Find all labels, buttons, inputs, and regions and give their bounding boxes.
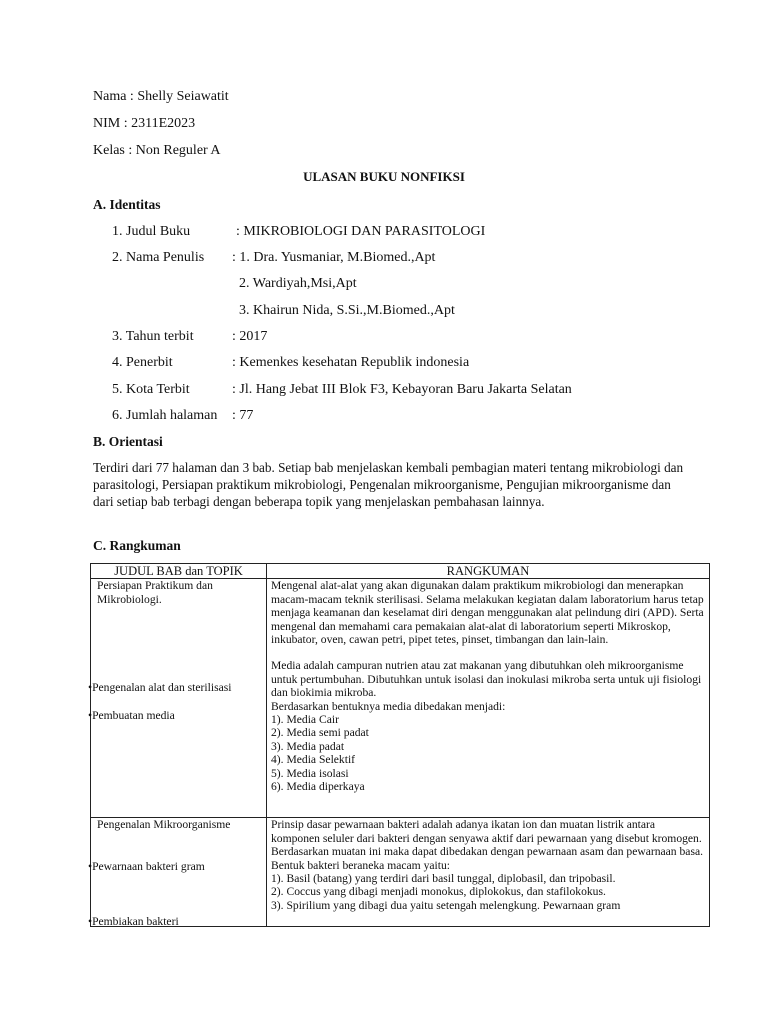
student-name: Nama : Shelly Seiawatit <box>93 89 229 104</box>
identity-value: : MIKROBIOLOGI DAN PARASITOLOGI <box>236 224 486 239</box>
identity-value: : Jl. Hang Jebat III Blok F3, Kebayoran Baru Jakarta Selatan <box>232 382 572 397</box>
identity-label: 5. Kota Terbit <box>112 382 190 397</box>
page-title: ULASAN BUKU NONFIKSI <box>303 169 465 184</box>
table-row <box>91 579 710 818</box>
list-item: 4). Media Selektif <box>271 753 356 767</box>
list-item: 1). Basil (batang) yang terdiri dari basil tunggal, diplobasil, dan tripobasil. <box>271 872 616 886</box>
topic-bullet: • Pembuatan media <box>88 709 175 722</box>
summary-cell <box>267 579 710 818</box>
section-c-heading: C. Rangkuman <box>93 538 181 553</box>
summary-paragraph: Berdasarkan bentuknya media dibedakan menjadi: <box>271 699 506 713</box>
identity-label: 3. Tahun terbit <box>112 329 194 344</box>
topic-bullet: • Pengenalan alat dan sterilisasi <box>88 681 231 694</box>
summary-paragraph: Mengenal alat-alat yang akan digunakan dalam praktikum mikrobiologi dan menerapkan macam-macam teknik sterilisasi. Selama melakukan kegiatan dalam laboratorium harus tetap menjaga keamanan dan keselamat diri dengan menggunakan alat pelindung diri (APD). Serta mengenal dan memahami cara pemakaian alat-alat di laboratorium seperti Mikroskop, inkubator, oven, cawan petri, pipet tetes, pinset, timbangan dan lain-lain. <box>271 579 704 647</box>
student-class: Kelas : Non Reguler A <box>93 143 221 158</box>
list-item: 6). Media diperkaya <box>271 780 365 794</box>
list-item: 2). Coccus yang dibagi menjadi monokus, diplokokus, dan stafilokokus. <box>271 885 606 899</box>
list-item: 3). Spirilium yang dibagi dua yaitu setengah melengkung. Pewarnaan gram <box>271 898 621 912</box>
identity-label: 2. Nama Penulis <box>112 250 205 265</box>
identity-label: 1. Judul Buku <box>112 224 191 239</box>
identity-label: 4. Penerbit <box>112 355 173 370</box>
identity-label: 6. Jumlah halaman <box>112 408 218 423</box>
list-item: 5). Media isolasi <box>271 766 349 780</box>
topic-bullet: • Pembiakan bakteri <box>88 915 179 928</box>
list-item: 3). Media padat <box>271 739 345 753</box>
summary-paragraph: Media adalah campuran nutrien atau zat makanan yang dibutuhkan oleh mikroorganisme untuk pertumbuhan. Dibutuhkan untuk isolasi dan inokulasi mikroba serta untuk uji fisiologi dan biokimia mikroba. <box>271 659 702 700</box>
list-item: 1). Media Cair <box>271 713 339 727</box>
summary-paragraph: Prinsip dasar pewarnaan bakteri adalah adanya ikatan ion dan muatan listrik antara komponen seluler dari bakteri dengan senyawa aktif dari pewarnaan yang disebut kromogen. Berdasarkan muatan ini maka dapat dibedakan dengan pewarnaan asam dan pewarnaan basa. <box>271 818 703 859</box>
identity-value: 3. Khairun Nida, S.Si.,M.Biomed.,Apt <box>239 303 455 318</box>
summary-cell <box>267 818 710 927</box>
identity-value: : 77 <box>232 408 254 423</box>
chapter-title: Pengenalan Mikroorganisme <box>97 818 231 832</box>
table-header-cell: RANGKUMAN <box>267 564 710 579</box>
list-item: 2). Media semi padat <box>271 726 369 740</box>
identity-value: : 1. Dra. Yusmaniar, M.Biomed.,Apt <box>232 250 436 265</box>
table-row <box>91 818 710 927</box>
summary-table <box>90 563 710 927</box>
identity-value: 2. Wardiyah,Msi,Apt <box>239 276 357 291</box>
summary-paragraph: Bentuk bakteri beraneka macam yaitu: <box>271 858 450 872</box>
identity-value: : Kemenkes kesehatan Republik indonesia <box>232 355 470 370</box>
identity-value: : 2017 <box>232 329 268 344</box>
chapter-cell <box>91 579 267 818</box>
table-header-row <box>91 564 710 579</box>
orientation-paragraph: Terdiri dari 77 halaman dan 3 bab. Setiap bab menjelaskan kembali pembagian materi tentang mikrobiologi dan parasitologi, Persiapan praktikum mikrobiologi, Pengenalan mikroorganisme, Pengujian mikroorganisme dan dari setiap bab terbagi dengan beberapa topik yang menjelaskan pembahasan lainnya. <box>93 460 684 509</box>
section-b-heading: B. Orientasi <box>93 434 163 449</box>
student-nim: NIM : 2311E2023 <box>93 116 196 131</box>
chapter-cell <box>91 818 267 927</box>
section-a-heading: A. Identitas <box>93 197 161 212</box>
table-header-cell: JUDUL BAB dan TOPIK <box>91 564 267 579</box>
topic-bullet: • Pewarnaan bakteri gram <box>88 860 205 873</box>
chapter-title: Persiapan Praktikum dan Mikrobiologi. <box>97 579 213 606</box>
